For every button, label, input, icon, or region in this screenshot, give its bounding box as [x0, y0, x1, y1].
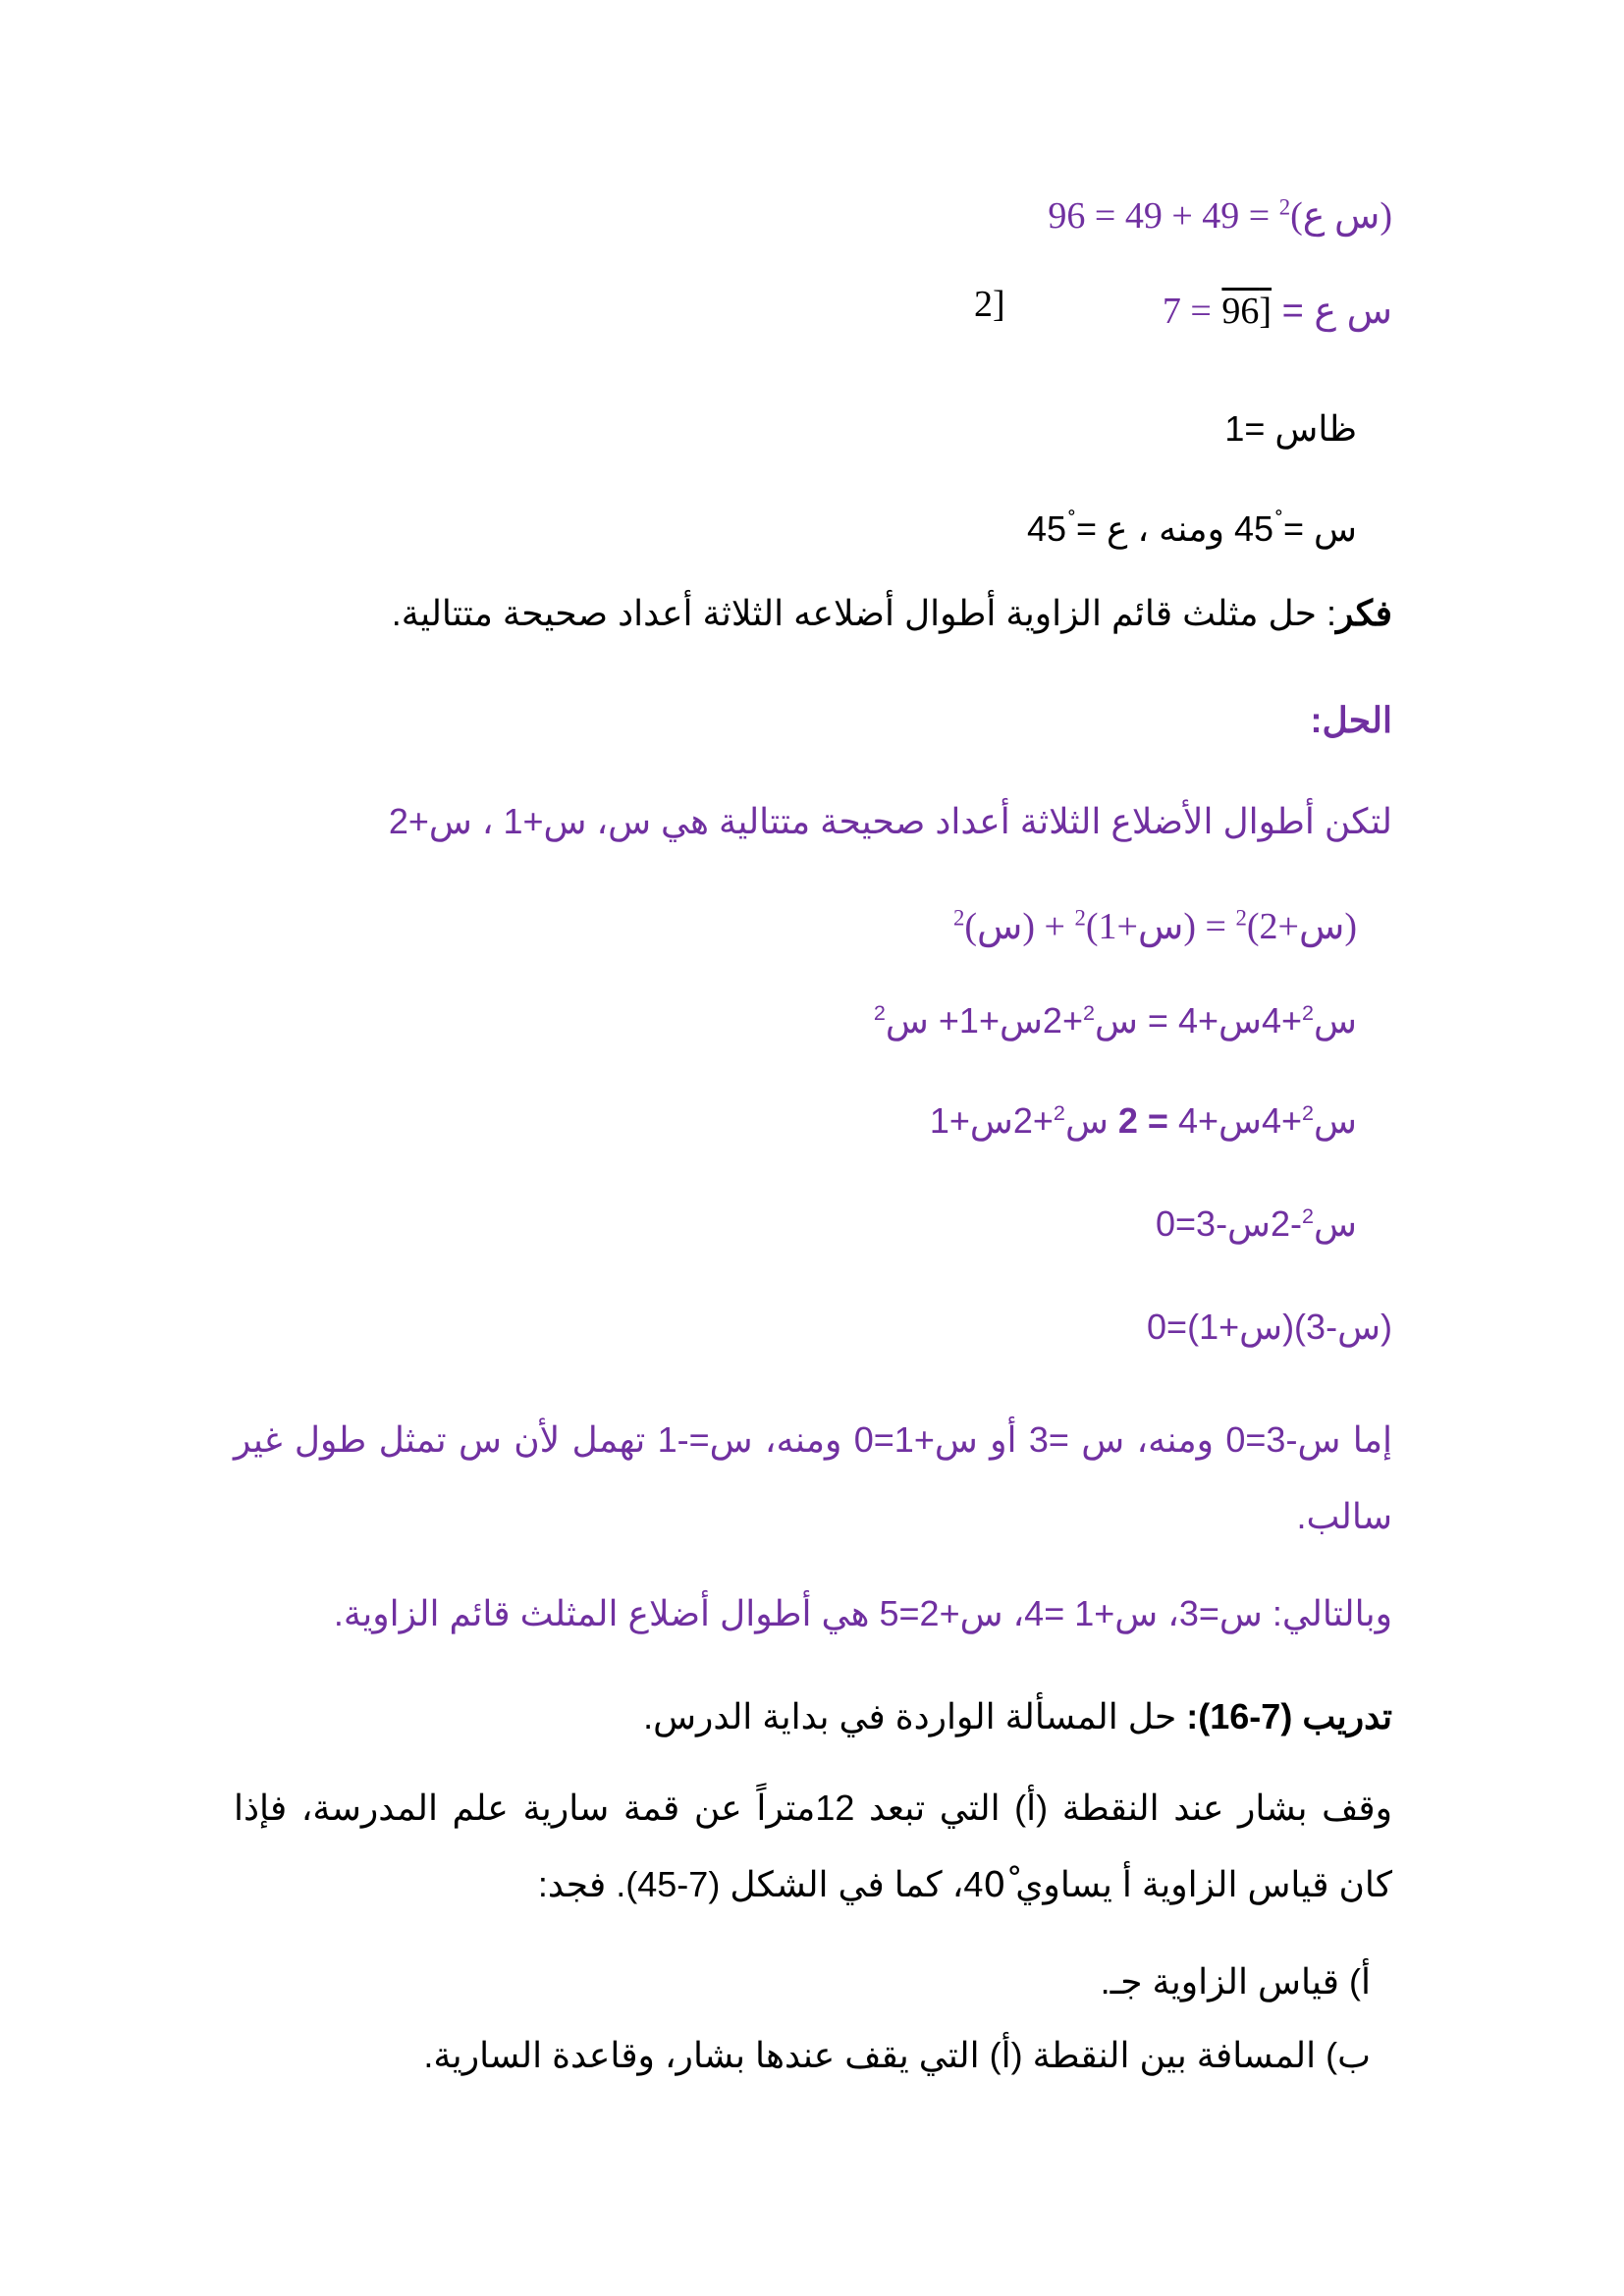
- step2-exp: 2: [1082, 1000, 1095, 1025]
- eq2-radical: [1221, 291, 1272, 332]
- step3-part-b: +4س+4: [1167, 1100, 1303, 1141]
- list-item: ب) المسافة بين النقطة (أ) التي يقف عندها بشار، وقاعدة السارية.: [423, 2035, 1371, 2075]
- eq2-lhs: س ع =: [1272, 291, 1392, 332]
- eq1-rhs: = 49 + 49 = 96: [1048, 195, 1279, 237]
- step2-part-c: +2س+1+ س: [885, 1000, 1083, 1041]
- equation-hypotenuse-root: [1163, 290, 1392, 335]
- step1-exp: 2: [1074, 905, 1086, 931]
- step-factored: (س-3)(س+1)=0: [1147, 1307, 1392, 1347]
- exercise-text: حل المسألة الواردة في بداية الدرس.: [643, 1696, 1187, 1736]
- step1-part-c: + (س): [964, 906, 1075, 947]
- solution-intro: لتكن أطوال الأضلاع الثلاثة أعداد صحيحة متتالية هي س، س+1 ، س+2: [388, 801, 1392, 841]
- step1-part-a: (س+2): [1246, 906, 1357, 947]
- eq1-lhs: (س ع): [1290, 195, 1392, 237]
- eq2-radicand: [96: [1221, 291, 1272, 332]
- step4-part-a: س: [1314, 1203, 1357, 1244]
- step1-exp: 2: [952, 905, 965, 931]
- eq2-bracket: 2]: [974, 284, 1005, 325]
- equation-tangent: ظاس =1: [1224, 408, 1357, 449]
- problem-statement: وقف بشار عند النقطة (أ) التي تبعد 12متراً عن قمة سارية علم المدرسة، فإذا كان قياس الزاوية أ يساوي 40ْ، كما في الشكل (7-45). فجد:: [234, 1788, 1392, 1904]
- step2-exp: 2: [873, 1000, 886, 1025]
- exercise-label: تدريب (7-16):: [1186, 1696, 1392, 1736]
- step3-part-c: س: [1064, 1100, 1118, 1141]
- step-expanded: [874, 999, 1357, 1041]
- conclusion: وبالتالي: س=3، س+1 =4، س+2=5 هي أطوال أضلاع المثلث قائم الزاوية.: [333, 1593, 1392, 1633]
- step4-exp: 2: [1302, 1203, 1315, 1228]
- equation-hypotenuse-squared: [1048, 194, 1392, 240]
- step3-exp: 2: [1053, 1100, 1065, 1125]
- step-simplified: [930, 1099, 1357, 1142]
- list-item: أ) قياس الزاوية جـ.: [1100, 1961, 1371, 2002]
- eq1-exponent: 2: [1278, 194, 1291, 220]
- step3-part-a: س: [1314, 1100, 1357, 1141]
- think-label: فكر: [1336, 593, 1392, 633]
- step1-part-b: = (س+1): [1085, 906, 1236, 947]
- step1-exp: 2: [1235, 905, 1247, 931]
- step-pythagoras: [953, 905, 1357, 950]
- step3-exp: 2: [1302, 1100, 1315, 1125]
- step3-bold: = 2: [1117, 1100, 1168, 1141]
- eq4-part-a: س = 45: [1233, 508, 1357, 549]
- step2-part-b: +4س+4 = س: [1094, 1000, 1303, 1041]
- solution-label: [1311, 699, 1392, 741]
- step3-part-d: +2س+1: [929, 1100, 1054, 1141]
- equation-angles: [1027, 507, 1357, 550]
- step4-part-b: -2س-3=0: [1155, 1203, 1303, 1244]
- step-roots: إما س-3=0 ومنه، س =3 أو س+1=0 ومنه، س=-1 تهمل لأن س تمثل طول غير سالب.: [234, 1419, 1392, 1536]
- solution-label-text: الحل:: [1310, 700, 1392, 740]
- step-quadratic: [1156, 1202, 1357, 1245]
- eq2-result: = 7: [1162, 291, 1212, 332]
- step2-part-a: س: [1314, 1000, 1357, 1041]
- think-text: : حل مثلث قائم الزاوية أطوال أضلاعه الثلاثة أعداد صحيحة متتالية.: [391, 593, 1337, 633]
- eq4-part-b: ومنه ، ع = 45: [1026, 508, 1234, 549]
- think-prompt: [392, 592, 1392, 634]
- exercise-heading: [643, 1695, 1392, 1737]
- step2-exp: 2: [1302, 1000, 1315, 1025]
